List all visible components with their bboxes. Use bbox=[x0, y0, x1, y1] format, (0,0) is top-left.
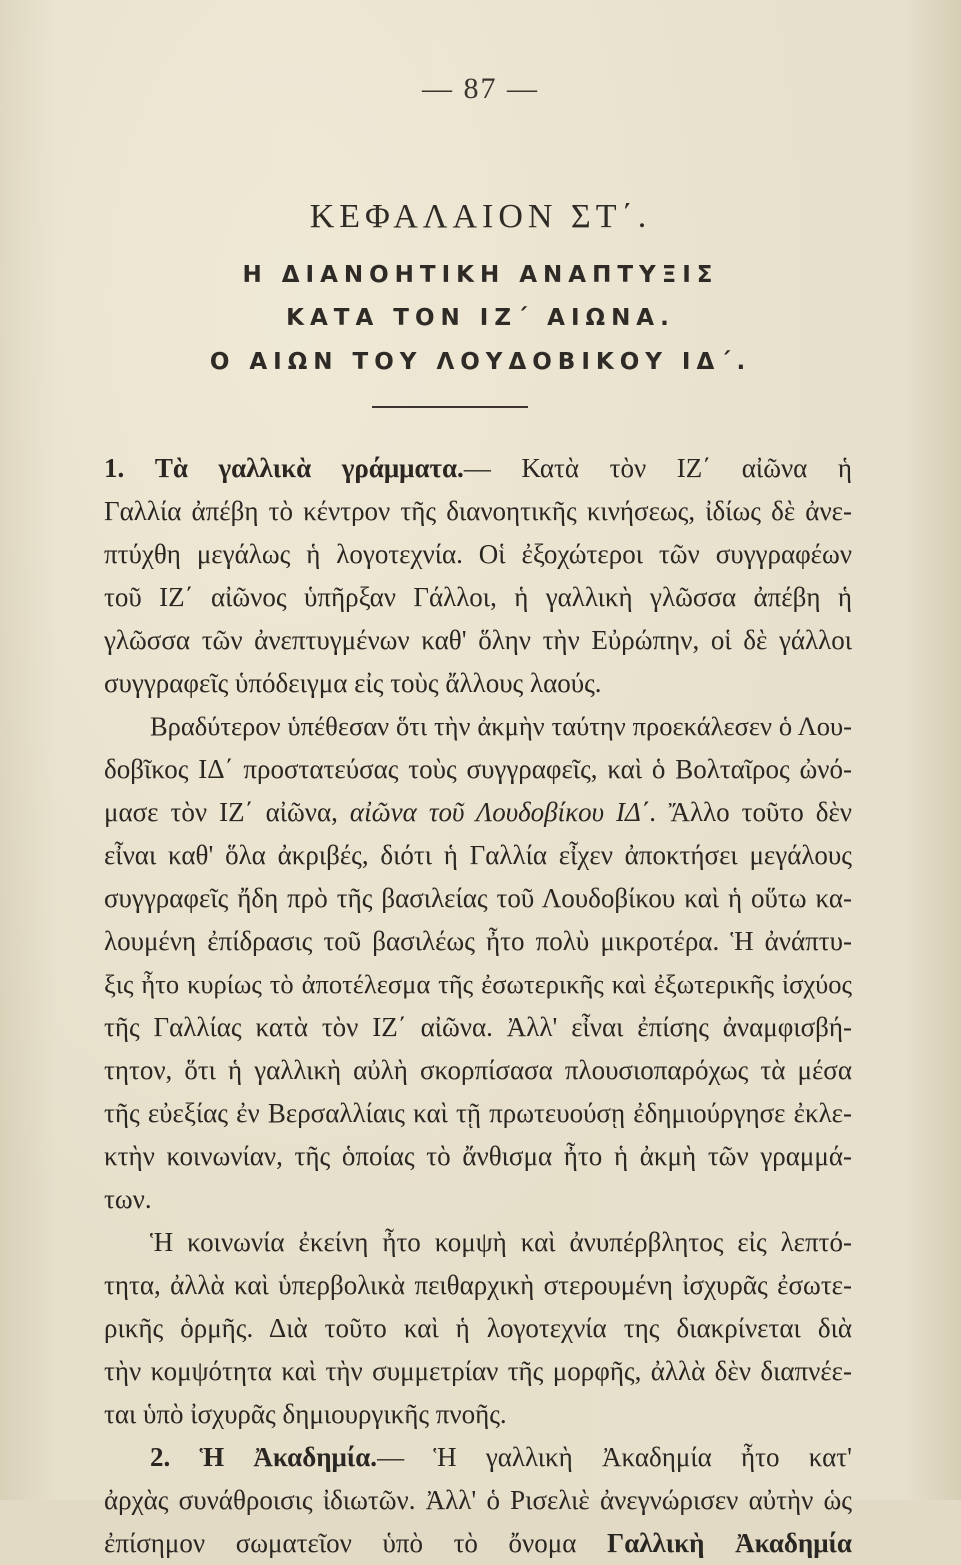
chapter-title: ΚΕΦΑΛΑΙΟΝ ΣΤ΄. bbox=[309, 198, 652, 235]
section-1-title: Τὰ γαλλικὰ γράμματα. bbox=[154, 453, 464, 483]
text-line: πτύχθη μεγάλως ἡ λογοτεχνία. Οἱ ἐξοχώτεροι τῶν συγγραφέων bbox=[104, 539, 852, 569]
text-line: κτὴν κοινωνίαν, τῆς ὁποίας τὸ ἄνθισμα ἦτο ἡ ἀκμὴ τῶν γραμμά- bbox=[104, 1141, 852, 1171]
text-line: Γαλλία ἀπέβη τὸ κέντρον τῆς διανοητικῆς κινήσεως, ἰδίως δὲ ἀνε- bbox=[104, 496, 852, 526]
section-2-dash: — bbox=[377, 1442, 405, 1472]
text-segment: μασε τὸν ΙΖ΄ αἰῶνα, bbox=[104, 797, 338, 827]
text-line: γλῶσσα τῶν ἀνεπτυγμένων καθ' ὅλην τὴν Εὐρώπην, οἱ δὲ γάλλοι bbox=[104, 625, 852, 655]
text-line: συγγραφεῖς ἤδη πρὸ τῆς βασιλείας τοῦ Λουδοβίκου καὶ ἡ οὕτω κα- bbox=[104, 883, 852, 913]
text-line: ρικῆς ὁρμῆς. Διὰ τοῦτο καὶ ἡ λογοτεχνία της διακρίνεται διὰ bbox=[104, 1313, 852, 1343]
subtitle-line-2: ΚΑΤΑ ΤΟΝ ΙΖ΄ ΑΙΩΝΑ. bbox=[286, 305, 675, 331]
section-2-title: Ἡ Ἀκαδημία. bbox=[199, 1442, 378, 1472]
section-2-text-start: Ἡ γαλλικὴ Ἀκαδημία ἦτο κατ' bbox=[433, 1442, 853, 1472]
italic-phrase: αἰῶνα τοῦ Λουδοβίκου ΙΔ΄. bbox=[349, 797, 657, 827]
bold-phrase: Γαλλικὴ Ἀκαδημία bbox=[607, 1528, 852, 1558]
section-1-text-start: Κατὰ τὸν ΙΖ΄ αἰῶνα ἡ bbox=[521, 453, 853, 483]
section-2-number: 2. bbox=[150, 1442, 171, 1472]
text-line: τῆς Γαλλίας κατὰ τὸν ΙΖ΄ αἰῶνα. Ἀλλ' εἶναι ἐπίσης ἀναμφισβή- bbox=[104, 1012, 852, 1042]
text-line: λουμένη ἐπίδρασις τοῦ βασιλέως ἦτο πολὺ μικροτέρα. Ἡ ἀνάπτυ- bbox=[104, 926, 852, 956]
text-line: Βραδύτερον ὑπέθεσαν ὅτι τὴν ἀκμὴν ταύτην προεκάλεσεν ὁ Λου- bbox=[150, 711, 852, 741]
body-text bbox=[104, 447, 852, 1565]
subtitle-line-3: Ο ΑΙΩΝ ΤΟΥ ΛΟΥΔΟΒΙΚΟΥ ΙΔ΄. bbox=[209, 349, 752, 375]
section-1-number: 1. bbox=[104, 453, 125, 483]
title-divider bbox=[372, 406, 528, 408]
text-line: δοβῖκος ΙΔ΄ προστατεύσας τοὺς συγγραφεῖς, καὶ ὁ Βολταῖρος ὠνό- bbox=[104, 754, 852, 784]
section-2-heading-line bbox=[104, 1436, 852, 1479]
text-line: των. bbox=[104, 1184, 152, 1214]
text-segment: Ἄλλο τοῦτο δὲν bbox=[668, 797, 853, 827]
text-line: ξις ἦτο κυρίως τὸ ἀποτέλεσμα τῆς ἐσωτερικῆς καὶ ἐξωτερικῆς ἰσχύος bbox=[104, 969, 852, 999]
text-line: τητα, ἀλλὰ καὶ ὑπερβολικὰ πειθαρχικὴ στερουμένη ἰσχυρᾶς ἐσωτε- bbox=[104, 1270, 852, 1300]
section-1-dash: — bbox=[463, 453, 491, 483]
text-line: ται ὑπὸ ἰσχυρᾶς δημιουργικῆς πνοῆς. bbox=[104, 1399, 507, 1429]
text-line: τητον, ὅτι ἡ γαλλικὴ αὐλὴ σκορπίσασα πλουσιοπαρόχως τὰ μέσα bbox=[104, 1055, 852, 1085]
text-line: ἀρχὰς συνάθροισις ἰδιωτῶν. Ἀλλ' ὁ Ρισελιὲ ἀνεγνώρισεν αὐτὴν ὡς bbox=[104, 1485, 852, 1515]
text-segment: ἐπίσημον σωματεῖον ὑπὸ τὸ ὄνομα bbox=[104, 1528, 577, 1558]
text-line: Ἡ κοινωνία ἐκείνη ἦτο κομψὴ καὶ ἀνυπέρβλητος εἰς λεπτό- bbox=[150, 1227, 852, 1257]
section-1-heading-line bbox=[104, 447, 852, 490]
text-line: εἶναι καθ' ὅλα ἀκριβές, διότι ἡ Γαλλία εἶχεν ἀποκτήσει μεγάλους bbox=[104, 840, 852, 870]
text-line-mixed bbox=[104, 1522, 852, 1565]
text-line: τοῦ ΙΖ΄ αἰῶνος ὑπῆρξαν Γάλλοι, ἡ γαλλικὴ γλῶσσα ἀπέβη ἡ bbox=[104, 582, 852, 612]
page-number: — 87 — bbox=[422, 72, 539, 105]
subtitle-line-1: Η ΔΙΑΝΟΗΤΙΚΗ ΑΝΑΠΤΥΞΙΣ bbox=[242, 262, 719, 288]
text-line-mixed bbox=[104, 791, 852, 834]
text-line: τὴν κομψότητα καὶ τὴν συμμετρίαν τῆς μορφῆς, ἀλλὰ δὲν διαπνέε- bbox=[104, 1356, 852, 1386]
text-line: συγγραφεῖς ὑπόδειγμα εἰς τοὺς ἄλλους λαούς. bbox=[104, 668, 602, 698]
text-line: τῆς εὐεξίας ἐν Βερσαλλίαις καὶ τῇ πρωτευούσῃ ἐδημιούργησε ἐκλε- bbox=[104, 1098, 852, 1128]
